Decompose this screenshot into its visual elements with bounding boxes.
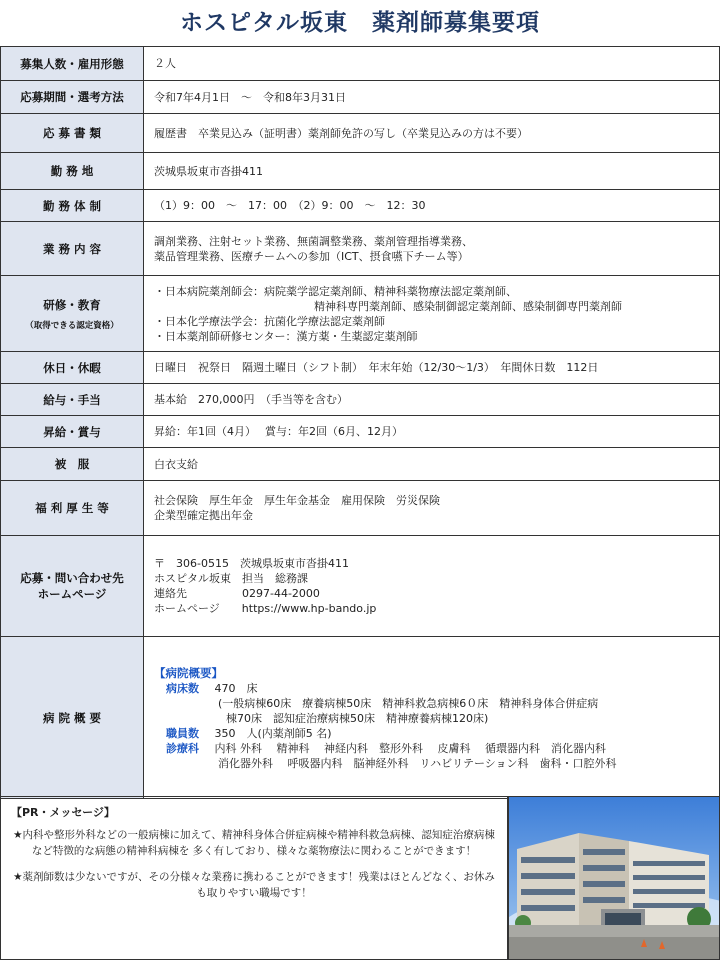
contact-line-3: 連絡先 0297-44-2000 [154, 587, 320, 600]
value-salary: 基本給 270,000円 （手当等を含む） [144, 384, 720, 416]
value-uniform: 白衣支給 [144, 448, 720, 481]
row-location [1, 153, 720, 190]
hospital-photo [508, 796, 720, 960]
value-overview [144, 637, 720, 799]
row-salary [1, 384, 720, 416]
contact-line-1: 〒 306-0515 茨城県坂東市沓掛411 [154, 557, 349, 570]
row-holidays [1, 352, 720, 384]
training-label: 研修・教育 [43, 297, 101, 312]
label-docs: 応 募 書 類 [1, 114, 144, 153]
page-title: ホスピタル坂東 薬剤師募集要項 [180, 10, 540, 36]
training-line-1: ・日本病院薬剤師会：病院薬学認定薬剤師、精神科薬物療法認定薬剤師、 [154, 284, 517, 298]
beds-detail-2: 棟70床 認知症治療病棟50床 精神療養病棟120床) [226, 711, 489, 725]
overview-heading: 【病院概要】 [154, 665, 223, 680]
row-contact [1, 536, 720, 637]
value-duties [144, 222, 720, 276]
value-hours: （1）9：00 ～ 17：00 （2）9：00 ～ 12：30 [144, 190, 720, 222]
contact-line-4: ホームページ https://www.hp-bando.jp [154, 602, 377, 615]
beds-detail-1: (一般病棟60床 療養病棟50床 精神科救急病棟6０床 精神科身体合併症病 [218, 696, 599, 710]
label-raise: 昇給・賞与 [1, 416, 144, 448]
contact-label-1: 応募・問い合わせ先 [20, 571, 124, 585]
label-hours: 勤 務 体 制 [1, 190, 144, 222]
value-holidays: 日曜日 祝祭日 隔週土曜日（シフト制） 年末年始（12/30～1/3） 年間休日数 112日 [144, 352, 720, 384]
training-line-4: ・日本薬剤師研修センター：漢方薬・生薬認定薬剤師 [154, 329, 418, 343]
label-period: 応募期間・選考方法 [1, 81, 144, 114]
beds-row [154, 681, 719, 696]
row-uniform [1, 448, 720, 481]
row-training [1, 276, 720, 352]
staff-key: 職員数 [166, 726, 199, 740]
recruitment-table [0, 46, 720, 799]
label-overview: 病 院 概 要 [1, 637, 144, 799]
label-training [1, 276, 144, 352]
welfare-line-2: 企業型確定拠出年金 [154, 509, 253, 522]
value-welfare [144, 481, 720, 536]
row-raise [1, 416, 720, 448]
contact-label-2: ホームページ [37, 587, 107, 601]
staff-row [154, 726, 719, 741]
label-holidays: 休日・休暇 [1, 352, 144, 384]
row-period [1, 81, 720, 114]
value-location: 茨城県坂東市沓掛411 [144, 153, 720, 190]
label-duties: 業 務 内 容 [1, 222, 144, 276]
pr-title: 【PR・メッセージ】 [11, 806, 115, 819]
hospital-building-image [509, 797, 720, 960]
value-contact [144, 536, 720, 637]
value-training [144, 276, 720, 352]
beds-key: 病床数 [166, 681, 199, 695]
duties-line-2: 薬品管理業務、医療チームへの参加（ICT、摂食嚥下チーム等） [154, 249, 469, 263]
label-recruit: 募集人数・雇用形態 [1, 47, 144, 81]
beds-value: 470 床 [214, 681, 258, 695]
value-docs: 履歴書 卒業見込み（証明書）薬剤師免許の写し（卒業見込みの方は不要） [144, 114, 720, 153]
value-period: 令和7年4月1日 ～ 令和8年3月31日 [144, 81, 720, 114]
welfare-line-1: 社会保険 厚生年金 厚生年金基金 雇用保険 労災保険 [154, 494, 440, 507]
dept-line-2: 消化器外科 呼吸器内科 脳神経外科 リハビリテーション科 歯科・口腔外科 [218, 756, 617, 770]
row-recruit [1, 47, 720, 81]
training-sublabel: （取得できる認定資格） [25, 320, 119, 331]
row-hours [1, 190, 720, 222]
dept-key: 診療科 [166, 741, 199, 755]
training-line-2: 精神科専門薬剤師、感染制御認定薬剤師、感染制御専門薬剤師 [314, 299, 622, 313]
row-docs [1, 114, 720, 153]
pr-paragraph-1: ★内科や整形外科などの一般病棟に加えて、精神科身体合併症病棟や精神科救急病棟、認知症治療病棟など特徴的な病態の精神科病棟を 多く有しており、様々な薬物療法に関わることができます！ [13, 829, 495, 857]
training-line-3: ・日本化学療法学会：抗菌化学療法認定薬剤師 [154, 314, 385, 328]
label-contact [1, 536, 144, 637]
row-welfare [1, 481, 720, 536]
label-uniform: 被 服 [1, 448, 144, 481]
duties-line-1: 調剤業務、注射セット業務、無菌調整業務、薬剤管理指導業務、 [154, 234, 473, 248]
dept-line-1: 内科 外科 精神科 神経内科 整形外科 皮膚科 循環器内科 消化器内科 [214, 741, 606, 755]
row-duties [1, 222, 720, 276]
row-overview [1, 637, 720, 799]
label-welfare: 福 利 厚 生 等 [1, 481, 144, 536]
label-location: 勤 務 地 [1, 153, 144, 190]
dept-row [154, 741, 719, 756]
staff-value: 350 人(内薬剤師5 名) [214, 726, 332, 740]
value-raise: 昇給：年1回（4月） 賞与：年2回（6月、12月） [144, 416, 720, 448]
value-recruit: ２人 [144, 47, 720, 81]
label-salary: 給与・手当 [1, 384, 144, 416]
pr-message-box [0, 796, 508, 960]
pr-paragraph-2: ★薬剤師数は少ないですが、その分様々な業務に携わることができます！残業はほとんどなく、お休みも取りやすい職場です！ [13, 871, 495, 899]
contact-line-2: ホスピタル坂東 担当 総務課 [154, 572, 308, 585]
